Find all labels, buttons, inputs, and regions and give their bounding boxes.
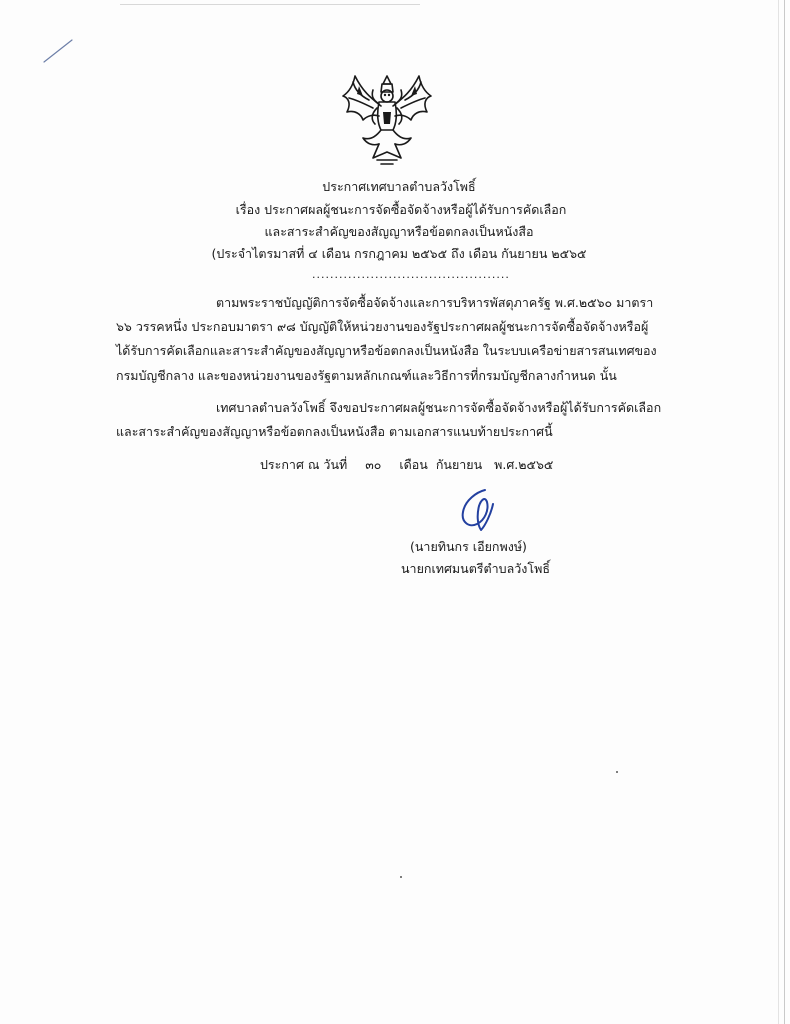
pen-stroke-mark [40, 36, 80, 66]
body-paragraph-1-line: ๖๖ วรรคหนึ่ง ประกอบมาตรา ๙๘ บัญญัติให้หน่วยงานของรัฐประกาศผลผู้ชนะการจัดซื้อจัดจ้างหรือผู้ [116, 319, 649, 334]
date-year: พ.ศ.๒๕๖๕ [494, 457, 554, 472]
signatory-title: นายกเทศมนตรีตำบลวังโพธิ์ [401, 561, 550, 576]
scan-edge-line [778, 0, 779, 1024]
announcement-heading: ประกาศเทศบาลตำบลวังโพธิ์ [322, 179, 476, 194]
date-month: กันยายน [435, 457, 483, 472]
announcement-date [260, 455, 553, 475]
quarter-period-line: (ประจำไตรมาสที่ ๔ เดือน กรกฎาคม ๒๕๖๕ ถึง เดือน กันยายน ๒๕๖๕ [211, 246, 587, 261]
body-paragraph-1-line: กรมบัญชีกลาง และของหน่วยงานของรัฐตามหลักเกณฑ์และวิธีการที่กรมบัญชีกลางกำหนด นั้น [116, 368, 617, 383]
scan-speck [400, 876, 402, 878]
signatory-name: (นายทินกร เอียกพงษ์) [410, 539, 527, 554]
body-paragraph-2-line: เทศบาลตำบลวังโพธิ์ จึงขอประกาศผลผู้ชนะการจัดซื้อจัดจ้างหรือผู้ได้รับการคัดเลือก [216, 400, 662, 415]
separator-dots: ............................................ [312, 268, 510, 281]
garuda-emblem-icon [337, 68, 437, 168]
subject-line-continued: และสาระสำคัญของสัญญาหรือข้อตกลงเป็นหนังสือ [264, 224, 534, 239]
scan-speck [616, 771, 618, 773]
date-month-label: เดือน [399, 457, 428, 472]
body-paragraph-2-line: และสาระสำคัญของสัญญาหรือข้อตกลงเป็นหนังสือ ตามเอกสารแนบท้ายประกาศนี้ [116, 424, 553, 439]
date-prefix: ประกาศ ณ วันที่ [260, 457, 348, 472]
subject-line: เรื่อง ประกาศผลผู้ชนะการจัดซื้อจัดจ้างหรือผู้ได้รับการคัดเลือก [235, 202, 567, 217]
handwritten-signature [455, 484, 501, 534]
date-day: ๓๐ [365, 457, 382, 472]
scan-edge-line [120, 4, 420, 5]
scan-edge-line [784, 0, 785, 1024]
body-paragraph-1-line: ได้รับการคัดเลือกและสาระสำคัญของสัญญาหรือข้อตกลงเป็นหนังสือ ในระบบเครือข่ายสารสนเทศของ [116, 343, 657, 358]
body-paragraph-1-line: ตามพระราชบัญญัติการจัดซื้อจัดจ้างและการบริหารพัสดุภาครัฐ พ.ศ.๒๕๖๐ มาตรา [216, 295, 654, 310]
